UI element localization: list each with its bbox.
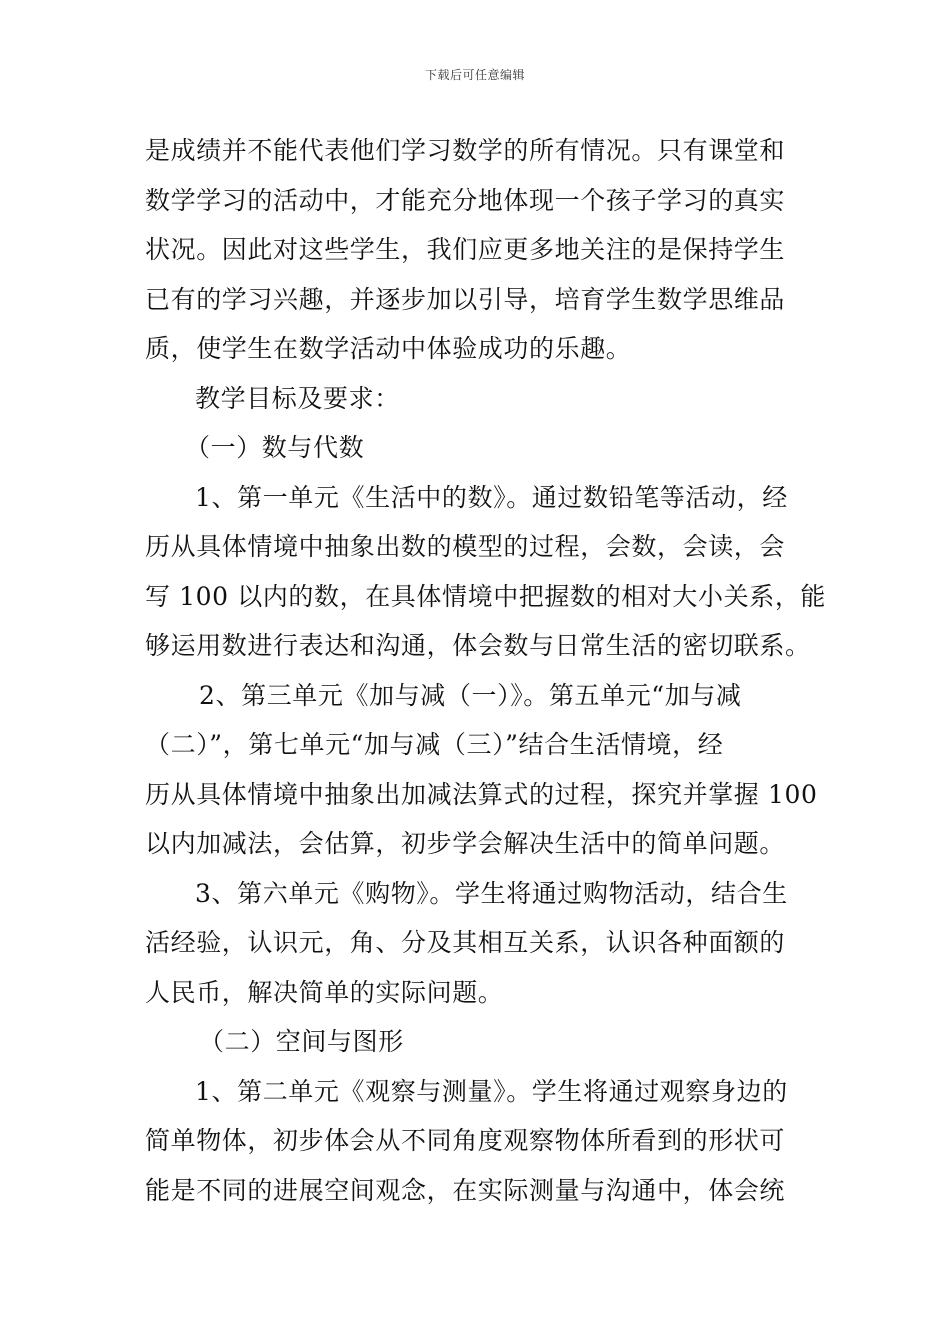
text-line: 能是不同的进展空间观念，在实际测量与沟通中，体会统 [145,1175,786,1205]
text-line: 质，使学生在数学活动中体验成功的乐趣。 [145,334,632,363]
text-line: （二）”，第七单元“加与减（三）”结合生活情境，经 [145,730,724,759]
text-line: 已有的学习兴趣，并逐步加以引导，培育学生数学思维品 [145,284,786,314]
text-line: 人民币，解决简单的实际问题。 [145,977,504,1007]
subsection-heading: （一）数与代数 [185,433,365,462]
text-line: 3、第六单元《购物》。学生将通过购物活动，结合生 [195,878,788,908]
text-line: 以内加减法，会估算，初步学会解决生活中的简单问题。 [145,829,786,858]
text-line: 1、第一单元《生活中的数》。通过数铅笔等活动，经 [195,482,788,512]
section-heading: 教学目标及要求： [195,383,400,413]
subsection-heading: （二）空间与图形 [199,1027,404,1056]
text-line: 简单物体，初步体会从不同角度观察物体所看到的形状可 [145,1126,786,1155]
text-line: 1、第二单元《观察与测量》。学生将通过观察身边的 [195,1076,788,1106]
page-header: 下载后可任意编辑 [424,68,525,82]
text-line: 写 100 以内的数，在具体情境中把握数的相对大小关系，能 [145,581,827,611]
document-body [145,131,827,1220]
text-line: 2、第三单元《加与减（一）》。第五单元“加与减 [199,680,742,710]
text-line: 历从具体情境中抽象出数的模型的过程，会数，会读，会 [145,532,786,561]
text-line: 状况。因此对这些学生，我们应更多地关注的是保持学生 [145,235,786,264]
text-line: 历从具体情境中抽象出加减法算式的过程，探究并掌握 100 [145,779,818,809]
text-line: 活经验，认识元，角、分及其相互关系，认识各种面额的 [145,928,786,957]
text-line: 数学学习的活动中，才能充分地体现一个孩子学习的真实 [145,185,786,215]
text-line: 够运用数进行表达和沟通，体会数与日常生活的密切联系。 [145,631,811,660]
text-line: 是成绩并不能代表他们学习数学的所有情况。只有课堂和 [145,136,786,165]
